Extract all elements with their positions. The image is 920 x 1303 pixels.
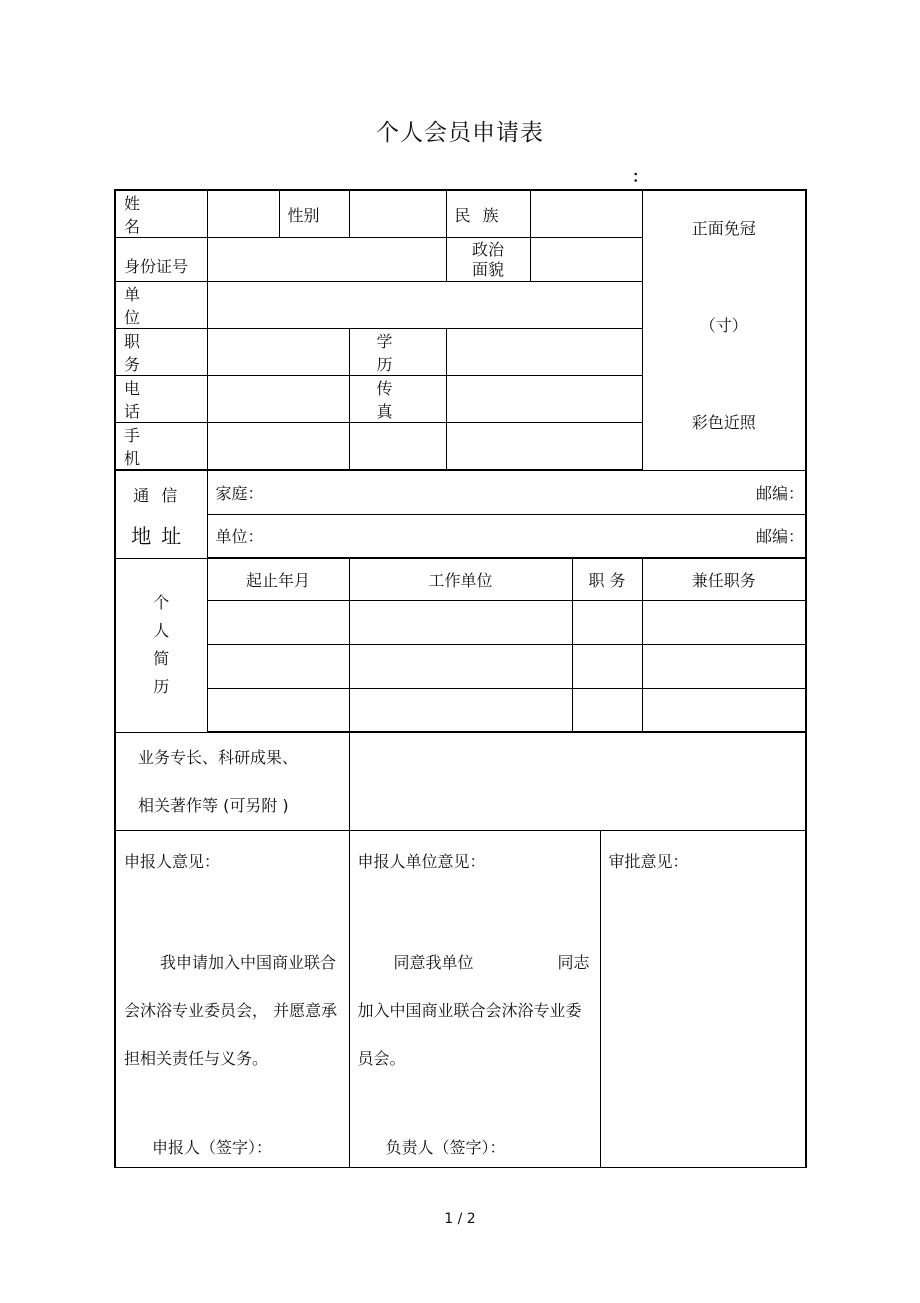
field-specialty[interactable]: [349, 732, 806, 831]
label-specialty: 业务专长、科研成果、 相关著作等 (可另附 ): [115, 732, 349, 831]
applicant-sign-label: 申报人（签字）：: [152, 1138, 273, 1157]
label-address: 通信 地址: [115, 470, 207, 558]
unit-opinion-box[interactable]: [349, 831, 600, 1168]
resume-row3-concurrent[interactable]: [642, 688, 806, 732]
resume-row2-position[interactable]: [572, 644, 642, 688]
field-id-number[interactable]: [207, 238, 446, 282]
field-employer[interactable]: [207, 282, 642, 329]
label-id-number: 身份证号: [115, 238, 207, 282]
resume-row1-period[interactable]: [207, 600, 349, 644]
resume-row3-position[interactable]: [572, 688, 642, 732]
field-mobile-extra2[interactable]: [446, 423, 642, 471]
field-mobile[interactable]: [207, 423, 349, 471]
label-education: 学历: [349, 329, 446, 376]
label-employer: 单位: [115, 282, 207, 329]
approval-opinion-box[interactable]: [600, 831, 806, 1168]
resume-row1-concurrent[interactable]: [642, 600, 806, 644]
resume-header-employer: 工作单位: [349, 558, 572, 600]
applicant-opinion-label: 申报人意见：: [124, 852, 221, 871]
field-gender[interactable]: [349, 190, 446, 238]
header-colon: ：: [632, 167, 649, 186]
unit-opinion-text: [358, 939, 590, 1083]
field-position[interactable]: [207, 329, 349, 376]
label-position: 职务: [115, 329, 207, 376]
label-postcode-work: 邮编：: [756, 527, 805, 547]
resume-row3-employer[interactable]: [349, 688, 572, 732]
label-gender: 性别: [279, 190, 349, 238]
page-number: 1 / 2: [444, 1211, 476, 1227]
field-education[interactable]: [446, 329, 642, 376]
label-postcode-home: 邮编：: [756, 483, 805, 503]
unit-opinion-text-a: 同意我单位: [393, 953, 474, 972]
label-resume: 个 人 简 历: [115, 558, 207, 732]
label-name: 姓名: [115, 190, 207, 238]
label-work: 单位：: [215, 527, 264, 547]
field-address-work[interactable]: [207, 514, 806, 558]
resume-header-period: 起止年月: [207, 558, 349, 600]
resume-header-position: 职 务: [572, 558, 642, 600]
field-name[interactable]: [207, 190, 279, 238]
applicant-opinion-box[interactable]: [115, 831, 349, 1168]
photo-line1: 正面免冠: [691, 219, 756, 238]
resume-header-concurrent: 兼任职务: [642, 558, 806, 600]
label-phone: 电话: [115, 376, 207, 423]
field-fax[interactable]: [446, 376, 642, 423]
field-phone[interactable]: [207, 376, 349, 423]
field-mobile-extra[interactable]: [349, 423, 446, 471]
label-mobile: 手机: [115, 423, 207, 471]
unit-opinion-text-c: 加入中国商业联合会沐浴专业委员会。: [357, 1001, 582, 1068]
field-address-home[interactable]: [207, 470, 806, 514]
resume-row1-position[interactable]: [572, 600, 642, 644]
label-ethnicity: 民族: [446, 190, 530, 238]
field-politics[interactable]: [530, 238, 642, 282]
photo-box: [642, 190, 806, 470]
label-fax: 传真: [349, 376, 446, 423]
resume-row2-employer[interactable]: [349, 644, 572, 688]
resume-row3-period[interactable]: [207, 688, 349, 732]
page-title: 个人会员申请表: [376, 120, 544, 146]
label-home: 家庭：: [215, 483, 264, 503]
resume-row2-period[interactable]: [207, 644, 349, 688]
membership-application-form: [114, 189, 807, 1168]
approval-opinion-label: 审批意见：: [608, 852, 689, 871]
applicant-opinion-text: 我申请加入中国商业联合会沐浴专业委员会， 并愿意承担相关责任与义务。: [124, 953, 338, 1068]
photo-line3: 彩色近照: [691, 413, 756, 432]
unit-opinion-text-b: 同志: [557, 953, 590, 972]
resume-row1-employer[interactable]: [349, 600, 572, 644]
unit-opinion-label: 申报人单位意见：: [357, 852, 486, 871]
label-politics: 政治 面貌: [446, 238, 530, 282]
field-ethnicity[interactable]: [530, 190, 642, 238]
resume-row2-concurrent[interactable]: [642, 644, 806, 688]
photo-line2: （寸）: [699, 316, 748, 335]
unit-sign-label: 负责人（签字）：: [385, 1138, 506, 1157]
